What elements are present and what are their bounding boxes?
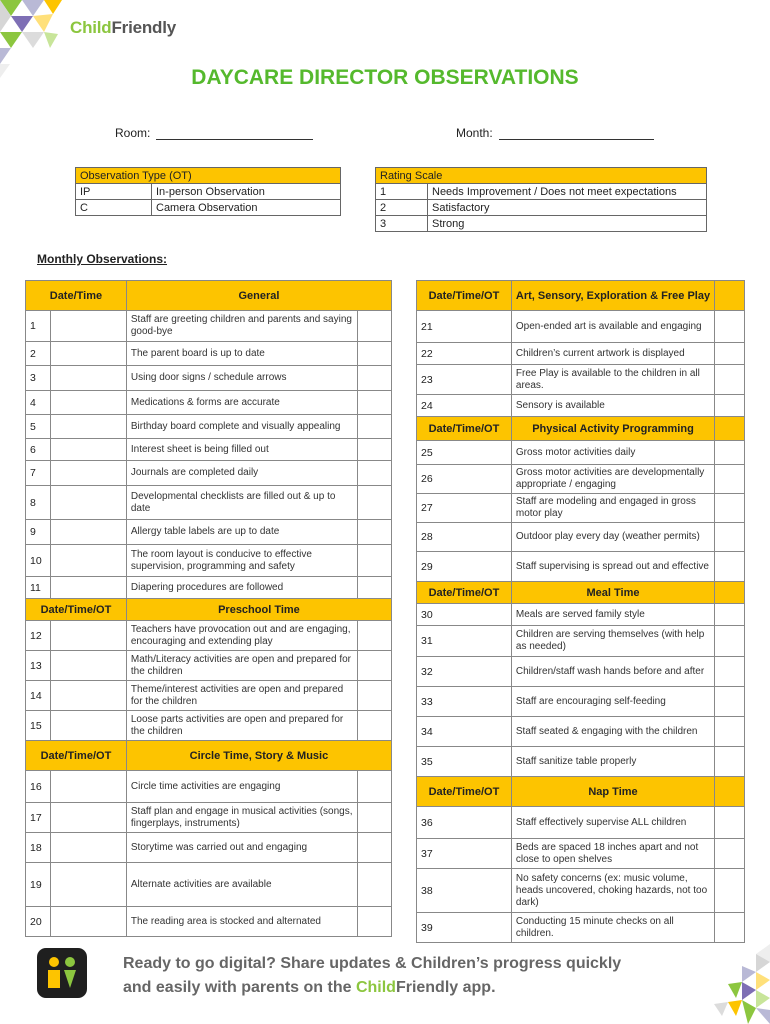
preschool-header-row — [26, 599, 392, 621]
item-number: 36 — [417, 807, 512, 839]
circle-col-title: Circle Time, Story & Music — [126, 741, 391, 771]
table-row — [26, 545, 392, 577]
right-observation-table — [416, 280, 745, 943]
date-cell[interactable] — [50, 863, 126, 907]
item-number: 27 — [417, 494, 512, 523]
ot-desc: Camera Observation — [152, 200, 341, 216]
item-number: 24 — [417, 395, 512, 417]
item-text: No safety concerns (ex: music volume, heads uncovered, choking hazards, not too dark) — [511, 869, 714, 913]
table-row — [417, 311, 745, 343]
rating-cell[interactable] — [358, 771, 392, 803]
item-text: Alternate activities are available — [126, 863, 357, 907]
table-row — [417, 523, 745, 552]
item-text: Math/Literacy activities are open and prepared for the children — [126, 651, 357, 681]
item-text: Interest sheet is being filled out — [126, 439, 357, 461]
meal-col-datetime: Date/Time/OT — [417, 582, 512, 604]
item-text: The room layout is conducive to effective supervision, programming and safety — [126, 545, 357, 577]
rating-cell[interactable] — [715, 717, 745, 747]
rating-cell[interactable] — [715, 869, 745, 913]
item-text: Beds are spaced 18 inches apart and not close to open shelves — [511, 839, 714, 869]
item-number: 25 — [417, 441, 512, 465]
item-number: 37 — [417, 839, 512, 869]
table-row — [417, 604, 745, 626]
item-number: 6 — [26, 439, 51, 461]
item-text: Circle time activities are engaging — [126, 771, 357, 803]
monthly-observations-label: Monthly Observations: — [37, 252, 168, 266]
item-text: Children’s current artwork is displayed — [511, 343, 714, 365]
rating-cell[interactable] — [358, 520, 392, 545]
month-input-line[interactable] — [499, 126, 654, 140]
rating-cell[interactable] — [715, 839, 745, 869]
item-text: Staff supervising is spread out and effective — [511, 552, 714, 582]
date-cell[interactable] — [50, 681, 126, 711]
rating-cell[interactable] — [358, 461, 392, 486]
rating-cell[interactable] — [715, 913, 745, 943]
physical-col-datetime: Date/Time/OT — [417, 417, 512, 441]
ot-code: C — [76, 200, 152, 216]
footer-line-2-pre: and easily with parents on the — [123, 979, 356, 996]
rating-legend-header: Rating Scale — [376, 168, 707, 184]
rating-cell[interactable] — [715, 626, 745, 657]
table-row — [26, 577, 392, 599]
month-field — [456, 126, 654, 140]
header-blank-cell — [715, 777, 745, 807]
date-cell[interactable] — [50, 391, 126, 415]
item-number: 28 — [417, 523, 512, 552]
rating-cell[interactable] — [715, 604, 745, 626]
rating-code: 1 — [376, 184, 428, 200]
general-col-title: General — [126, 281, 391, 311]
header-blank-cell — [715, 281, 745, 311]
left-observation-table — [25, 280, 392, 937]
item-number: 18 — [26, 833, 51, 863]
date-cell[interactable] — [50, 803, 126, 833]
rating-cell[interactable] — [358, 545, 392, 577]
rating-cell[interactable] — [358, 439, 392, 461]
rating-cell[interactable] — [358, 366, 392, 391]
rating-cell[interactable] — [715, 441, 745, 465]
item-number: 30 — [417, 604, 512, 626]
date-cell[interactable] — [50, 461, 126, 486]
item-text: Open-ended art is available and engaging — [511, 311, 714, 343]
rating-cell[interactable] — [715, 687, 745, 717]
item-text: Children/staff wash hands before and after — [511, 657, 714, 687]
rating-scale-legend — [375, 167, 707, 232]
table-row — [417, 465, 745, 494]
item-text: Loose parts activities are open and prepared for the children — [126, 711, 357, 741]
item-text: Meals are served family style — [511, 604, 714, 626]
room-field — [115, 126, 313, 140]
observation-type-legend — [75, 167, 341, 216]
item-number: 9 — [26, 520, 51, 545]
date-cell[interactable] — [50, 311, 126, 342]
rating-cell[interactable] — [358, 311, 392, 342]
page-title: DAYCARE DIRECTOR OBSERVATIONS — [191, 66, 579, 89]
table-row — [417, 395, 745, 417]
item-number: 3 — [26, 366, 51, 391]
rating-cell[interactable] — [715, 465, 745, 494]
date-cell[interactable] — [50, 342, 126, 366]
table-row — [26, 621, 392, 651]
ot-code: IP — [76, 184, 152, 200]
item-number: 31 — [417, 626, 512, 657]
room-label: Room: — [115, 126, 151, 140]
item-number: 13 — [26, 651, 51, 681]
item-text: The parent board is up to date — [126, 342, 357, 366]
footer-promo — [123, 952, 683, 1000]
footer-line-2 — [123, 976, 683, 1000]
item-text: Diapering procedures are followed — [126, 577, 357, 599]
table-row — [26, 415, 392, 439]
item-number: 22 — [417, 343, 512, 365]
table-row — [26, 366, 392, 391]
item-number: 33 — [417, 687, 512, 717]
rating-code: 3 — [376, 216, 428, 232]
rating-cell[interactable] — [358, 803, 392, 833]
brand-child: Child — [70, 18, 112, 37]
item-text: Children are serving themselves (with help as needed) — [511, 626, 714, 657]
item-number: 38 — [417, 869, 512, 913]
item-text: Allergy table labels are up to date — [126, 520, 357, 545]
app-icon — [37, 948, 87, 998]
item-number: 15 — [26, 711, 51, 741]
rating-cell[interactable] — [358, 651, 392, 681]
table-row — [26, 486, 392, 520]
date-cell[interactable] — [50, 621, 126, 651]
art-header-row — [417, 281, 745, 311]
item-number: 20 — [26, 907, 51, 937]
item-number: 1 — [26, 311, 51, 342]
item-text: Conducting 15 minute checks on all children. — [511, 913, 714, 943]
rating-cell[interactable] — [358, 391, 392, 415]
table-row — [417, 839, 745, 869]
rating-cell[interactable] — [715, 747, 745, 777]
table-row — [26, 391, 392, 415]
rating-cell[interactable] — [715, 523, 745, 552]
rating-cell[interactable] — [715, 657, 745, 687]
date-cell[interactable] — [50, 651, 126, 681]
date-cell[interactable] — [50, 545, 126, 577]
rating-cell[interactable] — [715, 552, 745, 582]
nap-col-title: Nap Time — [511, 777, 714, 807]
item-text: Developmental checklists are filled out & up to date — [126, 486, 357, 520]
table-row — [26, 907, 392, 937]
item-number: 39 — [417, 913, 512, 943]
item-text: Staff are modeling and engaged in gross motor play — [511, 494, 714, 523]
table-row — [26, 681, 392, 711]
rating-desc: Needs Improvement / Does not meet expectations — [428, 184, 707, 200]
item-text: Outdoor play every day (weather permits) — [511, 523, 714, 552]
date-cell[interactable] — [50, 771, 126, 803]
rating-desc: Satisfactory — [428, 200, 707, 216]
footer-brand-child: Child — [355, 979, 396, 996]
item-number: 17 — [26, 803, 51, 833]
item-text: The reading area is stocked and alternated — [126, 907, 357, 937]
item-text: Staff are encouraging self-feeding — [511, 687, 714, 717]
table-row — [417, 747, 745, 777]
item-text: Staff are greeting children and parents and saying good-bye — [126, 311, 357, 342]
ot-legend-header: Observation Type (OT) — [76, 168, 341, 184]
item-number: 23 — [417, 365, 512, 395]
table-row — [26, 342, 392, 366]
rating-cell[interactable] — [358, 342, 392, 366]
item-number: 32 — [417, 657, 512, 687]
rating-code: 2 — [376, 200, 428, 216]
item-text: Storytime was carried out and engaging — [126, 833, 357, 863]
item-text: Gross motor activities daily — [511, 441, 714, 465]
date-cell[interactable] — [50, 520, 126, 545]
item-number: 8 — [26, 486, 51, 520]
item-number: 16 — [26, 771, 51, 803]
item-text: Staff plan and engage in musical activities (songs, fingerplays, instruments) — [126, 803, 357, 833]
table-row — [417, 687, 745, 717]
item-text: Theme/interest activities are open and prepared for the children — [126, 681, 357, 711]
rating-cell[interactable] — [715, 395, 745, 417]
circle-col-datetime: Date/Time/OT — [26, 741, 127, 771]
month-label: Month: — [456, 126, 493, 140]
brand-logo — [70, 18, 176, 38]
table-row — [26, 863, 392, 907]
rating-desc: Strong — [428, 216, 707, 232]
item-text: Teachers have provocation out and are engaging, encouraging and extending play — [126, 621, 357, 651]
date-cell[interactable] — [50, 439, 126, 461]
item-text: Gross motor activities are developmentally appropriate / engaging — [511, 465, 714, 494]
item-number: 10 — [26, 545, 51, 577]
table-row — [26, 803, 392, 833]
table-row — [417, 343, 745, 365]
header-blank-cell — [715, 417, 745, 441]
brand-friendly: Friendly — [111, 18, 177, 37]
meal-header-row — [417, 582, 745, 604]
physical-header-row — [417, 417, 745, 441]
date-cell[interactable] — [50, 577, 126, 599]
ot-desc: In-person Observation — [152, 184, 341, 200]
table-row — [26, 311, 392, 342]
item-number: 14 — [26, 681, 51, 711]
item-number: 7 — [26, 461, 51, 486]
rating-cell[interactable] — [358, 621, 392, 651]
table-row — [417, 717, 745, 747]
art-col-title: Art, Sensory, Exploration & Free Play — [511, 281, 714, 311]
item-number: 35 — [417, 747, 512, 777]
item-number: 21 — [417, 311, 512, 343]
date-cell[interactable] — [50, 907, 126, 937]
date-cell[interactable] — [50, 486, 126, 520]
table-row — [26, 461, 392, 486]
item-number: 19 — [26, 863, 51, 907]
rating-cell[interactable] — [715, 311, 745, 343]
table-row — [417, 626, 745, 657]
general-col-datetime: Date/Time — [26, 281, 127, 311]
date-cell[interactable] — [50, 415, 126, 439]
date-cell[interactable] — [50, 366, 126, 391]
table-row — [26, 439, 392, 461]
item-text: Staff effectively supervise ALL children — [511, 807, 714, 839]
item-text: Using door signs / schedule arrows — [126, 366, 357, 391]
rating-cell[interactable] — [715, 365, 745, 395]
table-row — [26, 651, 392, 681]
rating-cell[interactable] — [358, 577, 392, 599]
item-number: 34 — [417, 717, 512, 747]
footer-brand-friendly: Friendly app. — [395, 979, 496, 996]
meal-col-title: Meal Time — [511, 582, 714, 604]
table-row — [26, 771, 392, 803]
rating-cell[interactable] — [358, 415, 392, 439]
item-text: Sensory is available — [511, 395, 714, 417]
rating-cell[interactable] — [358, 863, 392, 907]
rating-cell[interactable] — [715, 343, 745, 365]
nap-header-row — [417, 777, 745, 807]
table-row — [417, 365, 745, 395]
art-col-datetime: Date/Time/OT — [417, 281, 512, 311]
table-row — [417, 807, 745, 839]
item-number: 5 — [26, 415, 51, 439]
item-number: 11 — [26, 577, 51, 599]
item-text: Journals are completed daily — [126, 461, 357, 486]
preschool-col-datetime: Date/Time/OT — [26, 599, 127, 621]
rating-cell[interactable] — [358, 907, 392, 937]
circle-header-row — [26, 741, 392, 771]
physical-col-title: Physical Activity Programming — [511, 417, 714, 441]
item-number: 29 — [417, 552, 512, 582]
footer-line-1: Ready to go digital? Share updates & Children’s progress quickly — [123, 955, 622, 972]
rating-cell[interactable] — [358, 833, 392, 863]
date-cell[interactable] — [50, 711, 126, 741]
item-text: Staff sanitize table properly — [511, 747, 714, 777]
item-text: Free Play is available to the children in all areas. — [511, 365, 714, 395]
table-row — [417, 913, 745, 943]
table-row — [26, 520, 392, 545]
date-cell[interactable] — [50, 833, 126, 863]
table-row — [26, 711, 392, 741]
table-row — [417, 494, 745, 523]
item-number: 2 — [26, 342, 51, 366]
decorative-triangles-bottom-right — [700, 944, 770, 1024]
item-text: Staff seated & engaging with the children — [511, 717, 714, 747]
table-row — [26, 833, 392, 863]
general-header-row — [26, 281, 392, 311]
rating-cell[interactable] — [358, 486, 392, 520]
header-blank-cell — [715, 582, 745, 604]
rating-cell[interactable] — [358, 681, 392, 711]
table-row — [417, 441, 745, 465]
item-number: 4 — [26, 391, 51, 415]
preschool-col-title: Preschool Time — [126, 599, 391, 621]
rating-cell[interactable] — [358, 711, 392, 741]
table-row — [417, 869, 745, 913]
table-row — [417, 657, 745, 687]
rating-cell[interactable] — [715, 494, 745, 523]
table-row — [417, 552, 745, 582]
rating-cell[interactable] — [715, 807, 745, 839]
room-input-line[interactable] — [156, 126, 313, 140]
nap-col-datetime: Date/Time/OT — [417, 777, 512, 807]
item-number: 12 — [26, 621, 51, 651]
item-text: Birthday board complete and visually appealing — [126, 415, 357, 439]
item-number: 26 — [417, 465, 512, 494]
item-text: Medications & forms are accurate — [126, 391, 357, 415]
